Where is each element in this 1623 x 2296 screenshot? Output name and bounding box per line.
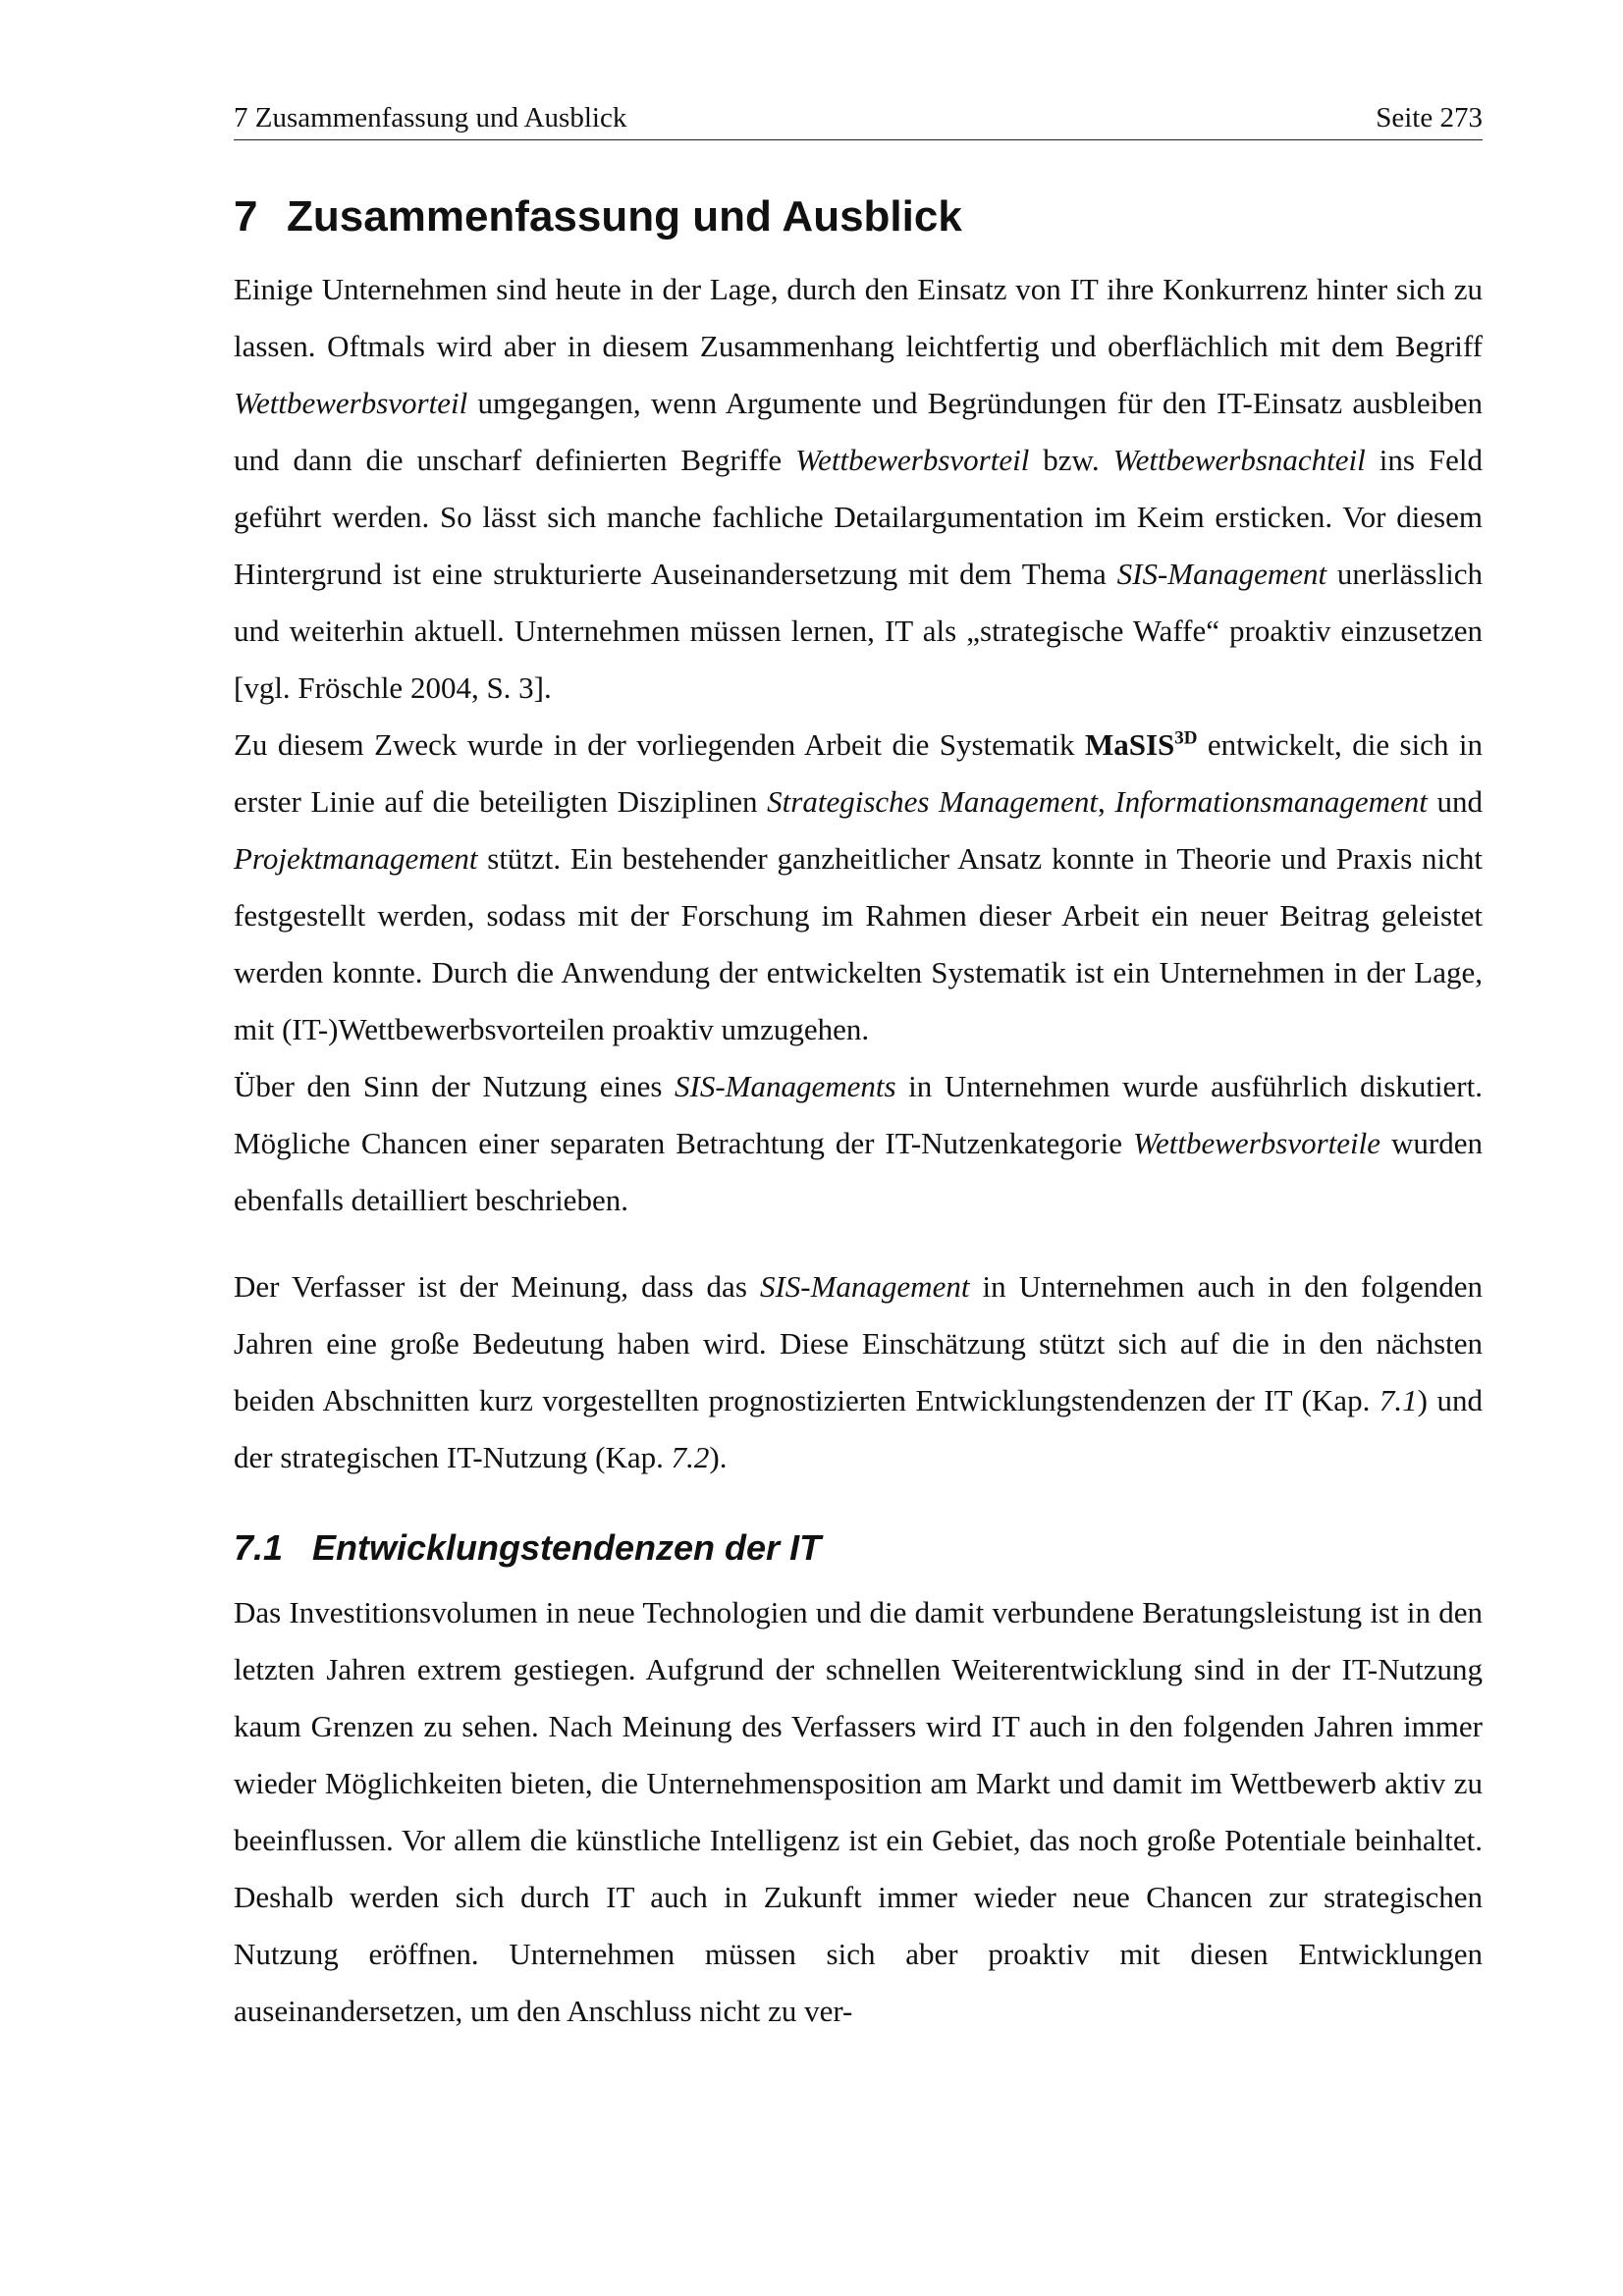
emphasis-term: SIS-Management (759, 1269, 970, 1304)
emphasis-term: Strategisches Management (767, 784, 1098, 819)
text-run: ). (709, 1440, 728, 1474)
text-run: stützt. Ein bestehender ganzheitlicher Ansatz konnte in Theorie und Praxis nicht festgestellt werden, sodass mit der Forschung im Rahmen dieser Arbeit ein neuer Beitrag geleistet werden konnte. Durch die Anwendung der entwickelten Systematik ist ein Unternehmen in der Lage, mit (IT-)Wettbewerbsvorteilen proaktiv umzugehen. (234, 841, 1483, 1046)
header-page-number: Seite 273 (1376, 102, 1483, 133)
text-run: umgegangen, wenn Argumente und Begründungen für den IT-Einsatz ausbleiben und dann die unscharf definierten Begriffe (234, 386, 1483, 477)
section-title: Entwicklungstendenzen der IT (312, 1527, 822, 1568)
running-header (234, 96, 1483, 140)
masis-term (1085, 727, 1198, 762)
chapter-ref: 7.1 (1379, 1383, 1418, 1417)
document-page (234, 0, 1483, 2296)
section-heading (234, 1520, 1483, 1576)
emphasis-term: Informationsmanagement (1114, 784, 1428, 819)
text-run: wurden ebenfalls detailliert beschrieben. (234, 1126, 1483, 1217)
text-run: unerlässlich und weiterhin aktuell. Unternehmen müssen lernen, IT als „strategische Waffe“ proaktiv einzusetzen [vgl. Fröschle 2004, S. 3]. (234, 557, 1483, 705)
chapter-number: 7 (234, 192, 258, 240)
text-run: , (1097, 784, 1115, 819)
header-chapter-title: 7 Zusammenfassung und Ausblick (234, 102, 627, 133)
text-run: Über den Sinn der Nutzung eines (234, 1069, 676, 1103)
text-run: Einige Unternehmen sind heute in der Lage, durch den Einsatz von IT ihre Konkurrenz hinter sich zu lassen. Oftmals wird aber in diesem Zusammenhang leichtfertig und oberflächlich mit dem Begriff (234, 272, 1483, 363)
emphasis-term: Wettbewerbsvorteil (234, 386, 468, 420)
text-run: Der Verfasser ist der Meinung, dass das (234, 1269, 760, 1304)
section-number: 7.1 (234, 1527, 284, 1568)
chapter-heading (234, 183, 1483, 251)
text-run: ins Feld geführt werden. So lässt sich manche fachliche Detailargumentation im Keim ersticken. Vor diesem Hintergrund ist eine strukturierte Auseinandersetzung mit dem Thema (234, 443, 1484, 591)
paragraph-masis (234, 717, 1483, 1058)
chapter-ref: 7.2 (671, 1440, 710, 1474)
text-run: in Unternehmen auch in den folgenden Jahren eine große Bedeutung haben wird. Diese Einschätzung stützt sich auf die in den nächsten beiden Abschnitten kurz vorgestellten prognostizierten Entwicklungstendenzen der IT (Kap. (234, 1269, 1483, 1417)
text-run: Zu diesem Zweck wurde in der vorliegenden Arbeit die Systematik (234, 727, 1085, 762)
emphasis-term: Wettbewerbsvorteil (795, 443, 1030, 477)
paragraph-author-opinion (234, 1258, 1483, 1486)
chapter-title: Zusammenfassung und Ausblick (287, 192, 962, 240)
text-run: ) und der strategischen IT-Nutzung (Kap. (234, 1383, 1483, 1474)
text-run: bzw. (1029, 443, 1113, 477)
text-run: entwickelt, die sich in erster Linie auf die beteiligten Disziplinen (234, 727, 1483, 819)
emphasis-term: Projektmanagement (234, 841, 478, 876)
paragraph-intro (234, 261, 1483, 717)
masis-name: MaSIS (1084, 727, 1175, 762)
text-run: in Unternehmen wurde ausführlich diskutiert. Mögliche Chancen einer separaten Betrachtung der IT-Nutzenkategorie (234, 1069, 1483, 1160)
emphasis-term: Wettbewerbsnachteil (1112, 443, 1366, 477)
emphasis-term: SIS-Management (1116, 557, 1327, 591)
emphasis-term: Wettbewerbsvorteile (1133, 1126, 1380, 1160)
emphasis-term: SIS-Managements (675, 1069, 896, 1103)
paragraph-it-trends: Das Investitionsvolumen in neue Technologien und die damit verbundene Beratungsleistung ist in den letzten Jahren extrem gestiegen. Aufgrund der schnellen Weiterentwicklung sind in der IT-Nutzung kaum Grenzen zu sehen. Nach Meinung des Verfassers wird IT auch in den folgenden Jahren immer wieder Möglichkeiten bieten, die Unternehmensposition am Markt und damit im Wettbewerb aktiv zu beeinflussen. Vor allem die künstliche Intelligenz ist ein Gebiet, das noch große Potentiale beinhaltet. Deshalb werden sich durch IT auch in Zukunft immer wieder neue Chancen zur strategischen Nutzung eröffnen. Unternehmen müssen sich aber proaktiv mit diesen Entwicklungen auseinandersetzen, um den Anschluss nicht zu ver- (234, 1595, 1483, 2028)
page-content (234, 183, 1483, 2040)
paragraph-sis-usage (234, 1058, 1483, 1229)
text-run: und (1427, 784, 1484, 819)
masis-superscript: 3D (1174, 727, 1198, 749)
